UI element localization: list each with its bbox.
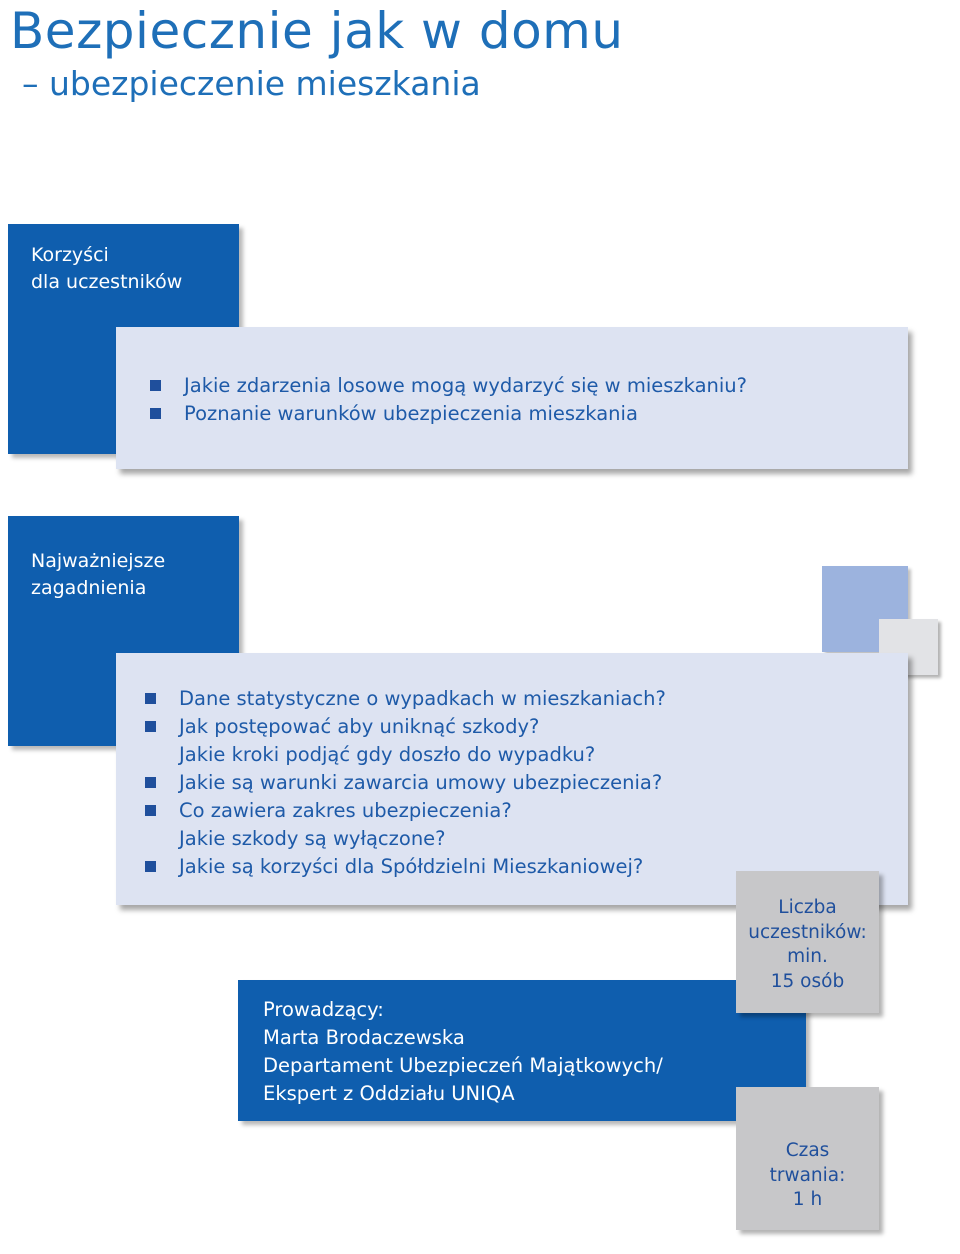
bullet-square-icon	[150, 408, 161, 419]
duration-box	[736, 1087, 879, 1230]
topics-content-box	[116, 653, 908, 905]
list-item: Co zawiera zakres ubezpieczenia?	[145, 797, 666, 825]
list-item: Jakie zdarzenia losowe mogą wydarzyć się w mieszkaniu?	[150, 372, 747, 400]
benefits-label: Korzyści dla uczestników	[31, 244, 183, 293]
lecturer-name: Marta Brodaczewska	[263, 1026, 465, 1049]
duration-label: Czas	[785, 1140, 830, 1161]
lecturer-role: Ekspert z Oddziału UNIQA	[263, 1082, 515, 1105]
benefits-content-box	[116, 327, 908, 469]
duration-value: 1 h	[792, 1189, 823, 1210]
benefits-list	[150, 372, 747, 428]
bullet-square-icon	[145, 721, 156, 732]
list-item: Jak postępować aby uniknąć szkody?	[145, 713, 666, 741]
page-title: Bezpiecznie jak w domu	[10, 2, 624, 60]
bullet-square-icon	[145, 861, 156, 872]
list-item: Jakie są korzyści dla Spółdzielni Mieszkaniowej?	[145, 853, 666, 881]
bullet-square-icon	[145, 693, 156, 704]
bullet-square-icon	[145, 777, 156, 788]
participants-box	[736, 871, 879, 1013]
bullet-square-icon	[150, 380, 161, 391]
topics-label: Najważniejsze zagadnienia	[31, 550, 166, 599]
list-item: Jakie są warunki zawarcia umowy ubezpieczenia?	[145, 769, 666, 797]
list-item: Dane statystyczne o wypadkach w mieszkaniach?	[145, 685, 666, 713]
topics-list	[145, 685, 666, 881]
list-item: Poznanie warunków ubezpieczenia mieszkania	[150, 400, 747, 428]
lecturer-info	[263, 996, 663, 1108]
page-subtitle: – ubezpieczenie mieszkania	[22, 64, 481, 103]
duration-label-2: trwania:	[769, 1164, 846, 1186]
list-item-continuation: Jakie szkody są wyłączone?	[179, 827, 446, 850]
participants-count: 15 osób	[770, 970, 845, 992]
participants-min: min.	[787, 946, 828, 967]
list-item-continuation: Jakie kroki podjąć gdy doszło do wypadku?	[179, 743, 596, 766]
bullet-square-icon	[145, 805, 156, 816]
lecturer-department: Departament Ubezpieczeń Majątkowych/	[263, 1054, 663, 1077]
participants-label: Liczba	[778, 897, 837, 918]
participants-label-2: uczestników:	[748, 921, 867, 943]
lecturer-heading: Prowadzący:	[263, 998, 384, 1021]
